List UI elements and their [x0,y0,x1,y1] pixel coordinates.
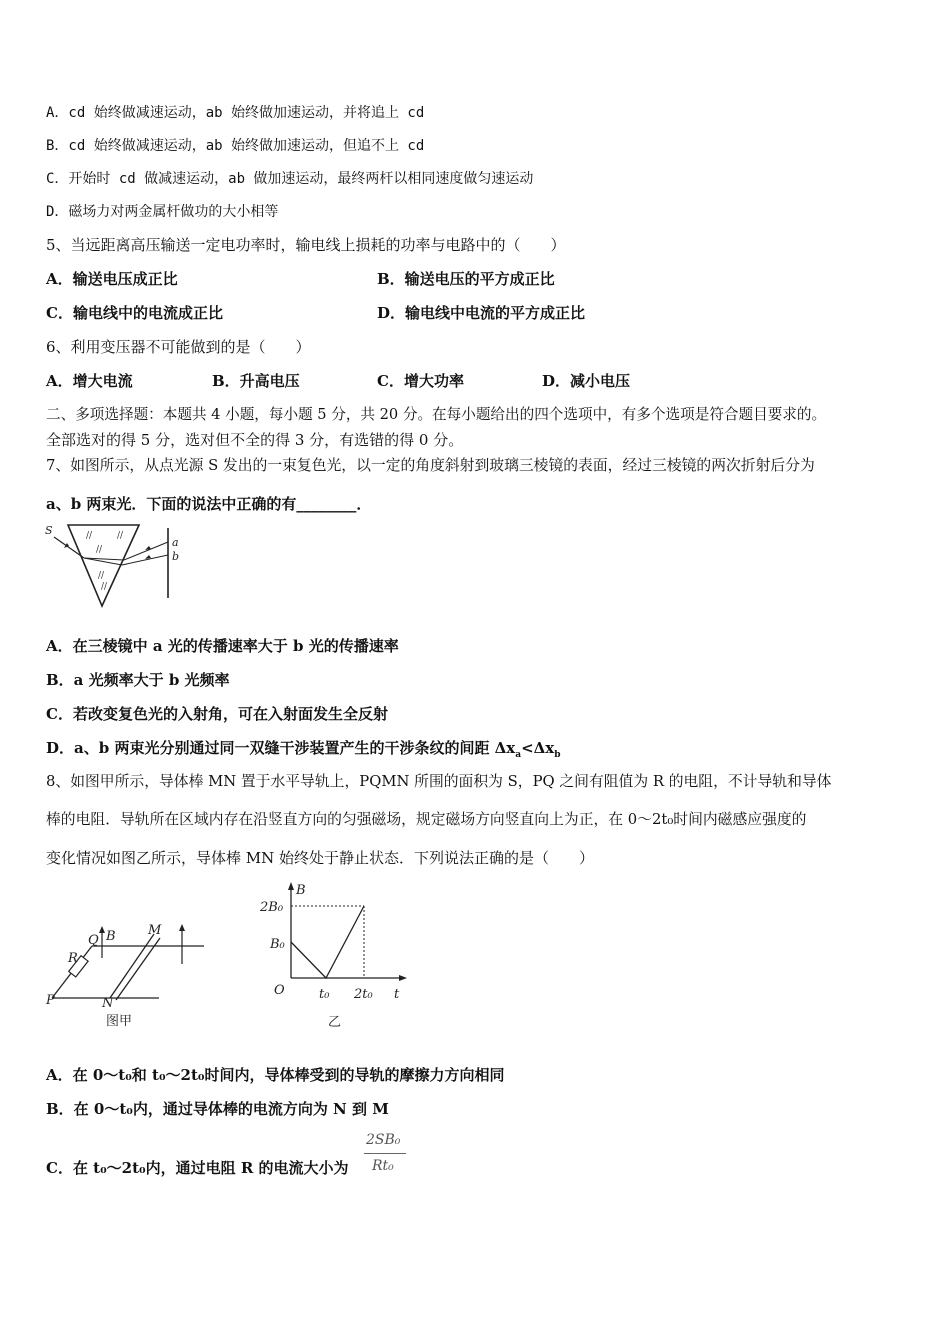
q6-option-d: D．减小电压 [542,372,631,390]
bt-graph [256,876,416,1034]
q7-sub-a: a [515,750,522,760]
fig1-label-n: N [102,996,114,1011]
q7-option-b: B．a 光频率大于 b 光频率 [46,671,230,689]
fraction-denominator: Rt₀ [372,1158,394,1174]
prev-option-a: A．cd 始终做减速运动，ab 始终做加速运动，并将追上 cd [46,105,425,121]
section2-line1: 二、多项选择题：本题共 4 小题，每小题 5 分，共 20 分。在每小题给出的四个选项中，有多个选项是符合题目要求的。 [46,406,827,423]
q7-option-d-mid: <Δx [521,739,555,757]
prev-option-c: C．开始时 cd 做减速运动，ab 做加速运动，最终两杆以相同速度做匀速运动 [46,171,534,187]
q5-stem: 5、当远距离高压输送一定电功率时，输电线上损耗的功率与电路中的（ ） [46,236,566,254]
fraction-numerator: 2SB₀ [366,1132,401,1148]
q5-option-a: A．输送电压成正比 [46,270,178,288]
svg-text://: // [96,545,103,555]
graph-label-t: t [394,987,400,1002]
fig1-label-q: Q [88,933,99,948]
q7-stem-2: a、b 两束光．下面的说法中正确的有________． [46,495,372,513]
q8-stem-2: 棒的电阻．导轨所在区域内存在沿竖直方向的匀强磁场，规定磁场方向竖直向上为正，在 0～2t₀时间内磁感应强度的 [46,811,807,828]
prev-option-d: D．磁场力对两金属杆做功的大小相等 [46,204,279,220]
q5-option-d: D．输电线中电流的平方成正比 [377,304,586,322]
q6-stem: 6、利用变压器不可能做到的是（ ） [46,338,311,356]
q7-stem-1: 7、如图所示，从点光源 S 发出的一束复色光，以一定的角度斜射到玻璃三棱镜的表面，经过三棱镜的两次折射后分为 [46,457,815,474]
q6-option-b: B．升高电压 [212,372,300,390]
fig-label-a: a [172,536,179,549]
prism-figure [44,520,184,610]
q8-option-c: C．在 t₀～2t₀内，通过电阻 R 的电流大小为 [46,1159,349,1177]
section2-line2: 全部选对的得 5 分，选对但不全的得 3 分，有选错的得 0 分。 [46,431,464,449]
q8-option-b: B．在 0～t₀内，通过导体棒的电流方向为 N 到 M [46,1100,389,1118]
prev-option-b: B．cd 始终做减速运动，ab 始终做加速运动，但追不上 cd [46,138,425,154]
graph-label-2b0: 2B₀ [260,900,284,915]
graph-caption: 乙 [328,1015,342,1030]
graph-label-t0: t₀ [319,987,330,1002]
fig1-caption: 图甲 [106,1014,133,1029]
svg-text://: // [101,582,108,592]
graph-label-b0: B₀ [270,937,285,952]
svg-text://: // [117,531,124,541]
fig1-label-m: M [148,923,162,938]
fig-label-b: b [172,550,180,563]
q7-option-a: A．在三棱镜中 a 光的传播速率大于 b 光的传播速率 [46,637,399,655]
fig1-label-p: P [46,993,55,1008]
q7-option-d [46,738,561,765]
fig1-label-b: B [106,929,116,944]
rail-figure [44,920,214,1032]
svg-text://: // [86,531,93,541]
graph-label-2t0: 2t₀ [354,987,373,1002]
fig1-label-r: R [68,951,78,966]
q5-option-c: C．输电线中的电流成正比 [46,304,223,322]
q5-option-b: B．输送电压的平方成正比 [377,270,555,288]
q7-option-d-text: D．a、b 两束光分别通过同一双缝干涉装置产生的干涉条纹的间距 Δx [46,739,516,757]
graph-label-b: B [296,883,306,898]
graph-label-o: O [274,983,285,998]
q7-option-c: C．若改变复色光的入射角，可在入射面发生全反射 [46,705,388,723]
q6-option-c: C．增大功率 [377,372,464,390]
fraction-bar [364,1153,406,1154]
q6-option-a: A．增大电流 [46,372,133,390]
q8-option-a: A．在 0～t₀和 t₀～2t₀时间内，导体棒受到的导轨的摩擦力方向相同 [46,1066,505,1084]
q7-sub-b: b [554,750,561,760]
q8-stem-1: 8、如图甲所示，导体棒 MN 置于水平导轨上，PQMN 所围的面积为 S，PQ 之间有阻值为 R 的电阻，不计导轨和导体 [46,773,832,790]
fig-label-s: S [45,524,53,537]
svg-text://: // [98,571,105,581]
q8-stem-3: 变化情况如图乙所示，导体棒 MN 始终处于静止状态．下列说法正确的是（ ） [46,849,595,867]
